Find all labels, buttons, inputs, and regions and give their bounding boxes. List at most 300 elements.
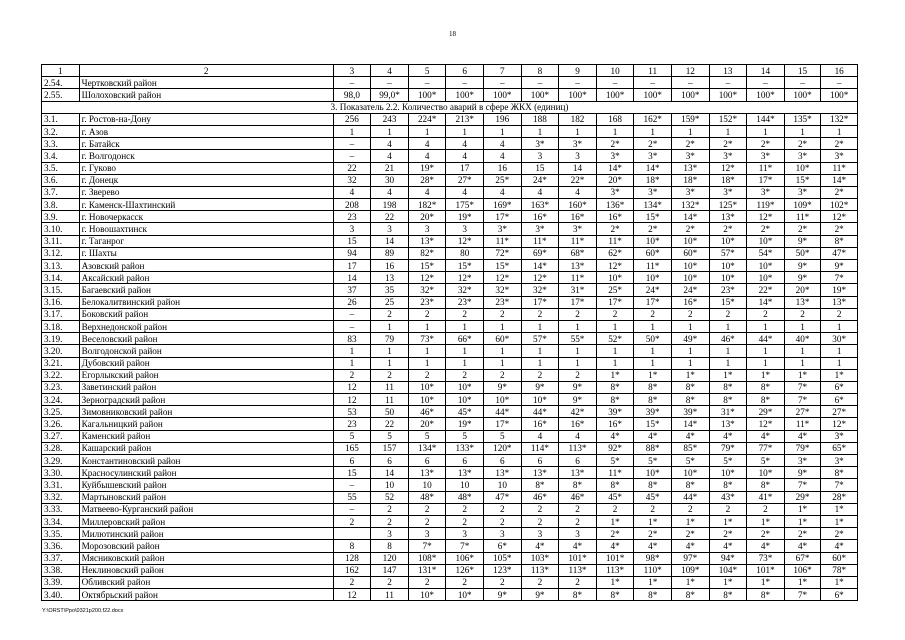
value-cell: 165 [333, 442, 371, 454]
value-cell: 132* [821, 113, 858, 125]
value-cell: 123* [484, 564, 522, 576]
value-cell: 198 [371, 199, 409, 211]
value-cell: 1 [671, 357, 709, 369]
value-cell: 10* [671, 467, 709, 479]
value-cell: 144* [747, 113, 785, 125]
value-cell: 2 [333, 576, 371, 588]
value-cell: 17* [747, 174, 785, 186]
table-row [42, 540, 858, 552]
table-row [42, 381, 858, 393]
value-cell: 1 [371, 345, 409, 357]
value-cell: 98,0 [333, 89, 371, 101]
value-cell: 23 [333, 418, 371, 430]
value-cell: 17* [521, 296, 559, 308]
value-cell: 13 [371, 272, 409, 284]
value-cell: 67* [784, 552, 821, 564]
value-cell: 2 [747, 503, 785, 515]
value-cell: 15 [784, 65, 821, 77]
value-cell: 14* [671, 418, 709, 430]
value-cell: 19* [446, 211, 484, 223]
value-cell: 1* [709, 369, 747, 381]
value-cell: 45* [596, 491, 634, 503]
value-cell: 10* [747, 260, 785, 272]
value-cell: 101* [596, 552, 634, 564]
value-cell: 3* [747, 150, 785, 162]
value-cell: 55 [333, 491, 371, 503]
territory-name: г. Таганрог [79, 235, 333, 247]
value-cell: 53 [333, 406, 371, 418]
value-cell: 72* [484, 247, 522, 259]
value-cell: 6* [484, 540, 522, 552]
table-row [42, 308, 858, 320]
value-cell: 27* [784, 406, 821, 418]
value-cell: – [521, 77, 559, 89]
value-cell: 12* [821, 418, 858, 430]
value-cell: 3 [408, 528, 446, 540]
value-cell: 39* [671, 406, 709, 418]
value-cell: 2* [784, 528, 821, 540]
value-cell: – [821, 77, 858, 89]
territory-name: Мартыновский район [79, 491, 333, 503]
value-cell: 113* [521, 564, 559, 576]
value-cell: 22 [371, 211, 409, 223]
territory-name: г. Каменск-Шахтинский [79, 199, 333, 211]
value-cell: 2 [371, 515, 409, 527]
value-cell: 10* [634, 272, 672, 284]
table-row [42, 223, 858, 235]
value-cell: 120* [484, 442, 522, 454]
territory-name: Неклиновский район [79, 564, 333, 576]
row-code: 3.33. [42, 503, 80, 515]
value-cell: 100* [596, 89, 634, 101]
value-cell: 2* [671, 528, 709, 540]
value-cell: – [333, 320, 371, 332]
value-cell: 136* [596, 199, 634, 211]
value-cell: 10* [671, 235, 709, 247]
value-cell: 2 [484, 308, 522, 320]
value-cell: 66* [446, 333, 484, 345]
value-cell: 10* [446, 394, 484, 406]
value-cell: – [671, 77, 709, 89]
table-row [42, 260, 858, 272]
value-cell: 9* [784, 260, 821, 272]
value-cell: 3* [709, 150, 747, 162]
value-cell: 131* [408, 564, 446, 576]
value-cell: 4 [371, 150, 409, 162]
value-cell: 1* [747, 515, 785, 527]
value-cell: 8* [634, 589, 672, 601]
value-cell: 5* [671, 455, 709, 467]
value-cell: 125* [709, 199, 747, 211]
value-cell: 11* [484, 235, 522, 247]
territory-name: Чертковский район [79, 77, 333, 89]
row-code: 3.17. [42, 308, 80, 320]
value-cell: 73* [747, 552, 785, 564]
value-cell: 2 [484, 503, 522, 515]
value-cell: 2 [408, 515, 446, 527]
value-cell: 152* [709, 113, 747, 125]
value-cell: 10* [446, 381, 484, 393]
value-cell: 8* [747, 381, 785, 393]
territory-name: Зимовниковский район [79, 406, 333, 418]
value-cell: 13* [559, 467, 597, 479]
value-cell: 8* [596, 589, 634, 601]
value-cell: 12* [521, 272, 559, 284]
value-cell: 10* [634, 467, 672, 479]
value-cell: 100* [521, 89, 559, 101]
value-cell: 1* [821, 503, 858, 515]
value-cell: 1 [784, 320, 821, 332]
value-cell: 1 [596, 125, 634, 137]
value-cell: 1 [521, 357, 559, 369]
value-cell: 196 [484, 113, 522, 125]
table-row [42, 247, 858, 259]
value-cell: 77* [747, 442, 785, 454]
value-cell: 1* [821, 369, 858, 381]
row-code: 3.12. [42, 247, 80, 259]
value-cell: 128 [333, 552, 371, 564]
value-cell: 4* [709, 430, 747, 442]
value-cell: 45* [634, 491, 672, 503]
value-cell: 3* [596, 186, 634, 198]
territory-name: Морозовский район [79, 540, 333, 552]
value-cell: 2 [521, 308, 559, 320]
value-cell: 1 [596, 357, 634, 369]
value-cell: 48* [446, 491, 484, 503]
value-cell: 16* [559, 211, 597, 223]
value-cell: 49* [671, 333, 709, 345]
value-cell: 2* [596, 528, 634, 540]
territory-name: г. Гуково [79, 162, 333, 174]
table-row [42, 442, 858, 454]
value-cell: 27* [446, 174, 484, 186]
table-row [42, 357, 858, 369]
value-cell: 2 [371, 369, 409, 381]
value-cell: 1* [671, 369, 709, 381]
value-cell: 160* [559, 199, 597, 211]
value-cell: 10* [446, 589, 484, 601]
value-cell: 2 [333, 369, 371, 381]
value-cell: 8* [821, 467, 858, 479]
value-cell: 8* [671, 479, 709, 491]
value-cell: 8* [559, 589, 597, 601]
value-cell: 100* [784, 89, 821, 101]
value-cell: 13* [709, 211, 747, 223]
value-cell: 4 [446, 186, 484, 198]
value-cell: 16 [821, 65, 858, 77]
value-cell: 1 [446, 357, 484, 369]
value-cell: 50* [784, 247, 821, 259]
value-cell: 3* [559, 223, 597, 235]
value-cell: 99,0* [371, 89, 409, 101]
table-row [42, 77, 858, 89]
value-cell: 133* [446, 442, 484, 454]
value-cell: 100* [484, 89, 522, 101]
table-row [42, 406, 858, 418]
territory-name: г. Азов [79, 125, 333, 137]
value-cell: 85* [671, 442, 709, 454]
territory-name: Заветинский район [79, 381, 333, 393]
value-cell: 11 [371, 589, 409, 601]
table-row [42, 296, 858, 308]
value-cell: 11 [371, 381, 409, 393]
table-row [42, 113, 858, 125]
table-row [42, 235, 858, 247]
value-cell: 4 [371, 65, 409, 77]
value-cell: 13* [446, 467, 484, 479]
table-row [42, 211, 858, 223]
value-cell: 16* [671, 296, 709, 308]
value-cell: 28* [408, 174, 446, 186]
value-cell: 100* [671, 89, 709, 101]
table-row [42, 150, 858, 162]
value-cell: 8* [821, 235, 858, 247]
value-cell: 5 [484, 430, 522, 442]
territory-name: Обливский район [79, 576, 333, 588]
value-cell: 15* [408, 260, 446, 272]
value-cell: 8* [521, 479, 559, 491]
value-cell: 52* [596, 333, 634, 345]
row-code: 3.15. [42, 284, 80, 296]
value-cell: 4* [747, 430, 785, 442]
value-cell: 1 [709, 345, 747, 357]
row-code: 1 [42, 65, 80, 77]
value-cell: 2 [671, 503, 709, 515]
table-row [42, 394, 858, 406]
territory-name: Аксайский район [79, 272, 333, 284]
value-cell: 1* [784, 576, 821, 588]
value-cell: 3 [408, 223, 446, 235]
value-cell: 31* [559, 284, 597, 296]
value-cell: 10* [408, 394, 446, 406]
value-cell: 2 [521, 369, 559, 381]
row-code: 3.1. [42, 113, 80, 125]
table-row [42, 138, 858, 150]
value-cell: 159* [671, 113, 709, 125]
value-cell: 83 [333, 333, 371, 345]
value-cell: 4* [521, 540, 559, 552]
row-code: 3.32. [42, 491, 80, 503]
value-cell: 256 [333, 113, 371, 125]
value-cell: 57* [709, 247, 747, 259]
value-cell: 46* [709, 333, 747, 345]
value-cell: 1* [596, 576, 634, 588]
value-cell: 208 [333, 199, 371, 211]
value-cell: 73* [408, 333, 446, 345]
table-row [42, 467, 858, 479]
value-cell: 7* [784, 479, 821, 491]
value-cell: 11 [634, 65, 672, 77]
value-cell: 11* [559, 272, 597, 284]
value-cell: 17 [446, 162, 484, 174]
value-cell: 4 [484, 150, 522, 162]
value-cell: 8* [596, 394, 634, 406]
value-cell: 2 [484, 515, 522, 527]
value-cell: 4* [671, 430, 709, 442]
value-cell: 3 [446, 223, 484, 235]
value-cell: 6 [521, 455, 559, 467]
value-cell: 1 [784, 345, 821, 357]
value-cell: 13* [559, 260, 597, 272]
value-cell: 6 [333, 455, 371, 467]
table-row [42, 589, 858, 601]
value-cell: 109* [671, 564, 709, 576]
value-cell: 10* [747, 467, 785, 479]
value-cell: 35 [371, 284, 409, 296]
value-cell: 103* [521, 552, 559, 564]
value-cell: 29* [747, 406, 785, 418]
value-cell: 12* [446, 235, 484, 247]
value-cell: 1 [634, 357, 672, 369]
value-cell: 20* [784, 284, 821, 296]
value-cell: 39* [596, 406, 634, 418]
value-cell: 12* [408, 272, 446, 284]
value-cell: 9* [521, 589, 559, 601]
value-cell: 23* [709, 284, 747, 296]
value-cell: – [484, 77, 522, 89]
value-cell: 213* [446, 113, 484, 125]
value-cell: 14 [333, 272, 371, 284]
table-row [42, 333, 858, 345]
value-cell: 2 [559, 369, 597, 381]
value-cell: 4 [484, 186, 522, 198]
value-cell: 8* [709, 394, 747, 406]
page-number: 18 [449, 30, 456, 38]
value-cell: 1 [484, 125, 522, 137]
value-cell: 3* [709, 186, 747, 198]
value-cell: 1* [634, 369, 672, 381]
value-cell: – [333, 503, 371, 515]
value-cell: 10* [408, 589, 446, 601]
value-cell: 98* [634, 552, 672, 564]
territory-name: 2 [79, 65, 333, 77]
value-cell: 88* [634, 442, 672, 454]
territory-name: Каменский район [79, 430, 333, 442]
value-cell: 5* [596, 455, 634, 467]
value-cell: 132* [671, 199, 709, 211]
value-cell: 4* [559, 540, 597, 552]
value-cell: – [596, 77, 634, 89]
value-cell: 10* [634, 235, 672, 247]
table-row [42, 479, 858, 491]
value-cell: 4 [333, 186, 371, 198]
value-cell: 13* [821, 296, 858, 308]
value-cell: 44* [484, 406, 522, 418]
value-cell: 1 [709, 125, 747, 137]
value-cell: 5* [634, 455, 672, 467]
value-cell: 4 [446, 138, 484, 150]
value-cell: 110* [634, 564, 672, 576]
value-cell: 7* [446, 540, 484, 552]
value-cell: 12 [333, 589, 371, 601]
value-cell: 113* [596, 564, 634, 576]
table-row [42, 552, 858, 564]
value-cell: 163* [521, 199, 559, 211]
value-cell: 8* [671, 589, 709, 601]
value-cell: 10* [596, 272, 634, 284]
value-cell: 113* [559, 564, 597, 576]
value-cell: 44* [671, 491, 709, 503]
value-cell: 3* [821, 455, 858, 467]
row-code: 3.9. [42, 211, 80, 223]
value-cell: 1* [634, 576, 672, 588]
value-cell: 24* [521, 174, 559, 186]
value-cell: 1* [784, 369, 821, 381]
territory-name: Милютинский район [79, 528, 333, 540]
value-cell: 4* [784, 430, 821, 442]
value-cell: 7 [484, 65, 522, 77]
value-cell: 4* [747, 540, 785, 552]
value-cell: 13* [484, 467, 522, 479]
row-code: 3.24. [42, 394, 80, 406]
value-cell: 101* [747, 564, 785, 576]
value-cell: 11 [371, 394, 409, 406]
value-cell: 14* [821, 174, 858, 186]
value-cell: 4 [408, 138, 446, 150]
territory-name: Азовский район [79, 260, 333, 272]
value-cell: 15* [634, 211, 672, 223]
table-row [42, 455, 858, 467]
value-cell: 1* [821, 515, 858, 527]
table-row [42, 503, 858, 515]
value-cell: 42* [559, 406, 597, 418]
row-code: 3.3. [42, 138, 80, 150]
value-cell: 11* [596, 467, 634, 479]
value-cell: 9* [784, 467, 821, 479]
value-cell: 1 [821, 125, 858, 137]
value-cell: 15* [709, 296, 747, 308]
value-cell: 14 [371, 235, 409, 247]
value-cell: 8* [709, 589, 747, 601]
value-cell: 23 [333, 211, 371, 223]
value-cell: 10* [747, 235, 785, 247]
value-cell: 1 [408, 345, 446, 357]
table-row [42, 369, 858, 381]
value-cell: 2 [446, 515, 484, 527]
value-cell: 2 [484, 576, 522, 588]
value-cell: 3 [559, 528, 597, 540]
value-cell: 114* [521, 442, 559, 454]
value-cell: 2 [446, 369, 484, 381]
value-cell: 14 [371, 467, 409, 479]
value-cell: 60* [821, 552, 858, 564]
value-cell: 25 [371, 296, 409, 308]
territory-name: Веселовский район [79, 333, 333, 345]
value-cell: 104* [709, 564, 747, 576]
value-cell: 7* [408, 540, 446, 552]
value-cell: 19* [446, 418, 484, 430]
value-cell: 1* [747, 576, 785, 588]
value-cell: 8* [747, 589, 785, 601]
value-cell: 9* [559, 381, 597, 393]
value-cell: 1 [671, 345, 709, 357]
value-cell: 2* [747, 138, 785, 150]
value-cell: 126* [446, 564, 484, 576]
value-cell: 1 [484, 320, 522, 332]
value-cell: 6 [484, 455, 522, 467]
value-cell: 10 [408, 479, 446, 491]
value-cell: 1 [821, 345, 858, 357]
value-cell: 15* [446, 260, 484, 272]
value-cell: 7* [784, 381, 821, 393]
value-cell: – [333, 308, 371, 320]
value-cell: 5* [747, 455, 785, 467]
row-code: 3.22. [42, 369, 80, 381]
value-cell: 4* [634, 540, 672, 552]
value-cell: 32* [521, 284, 559, 296]
value-cell: 23* [408, 296, 446, 308]
value-cell: 106* [446, 552, 484, 564]
